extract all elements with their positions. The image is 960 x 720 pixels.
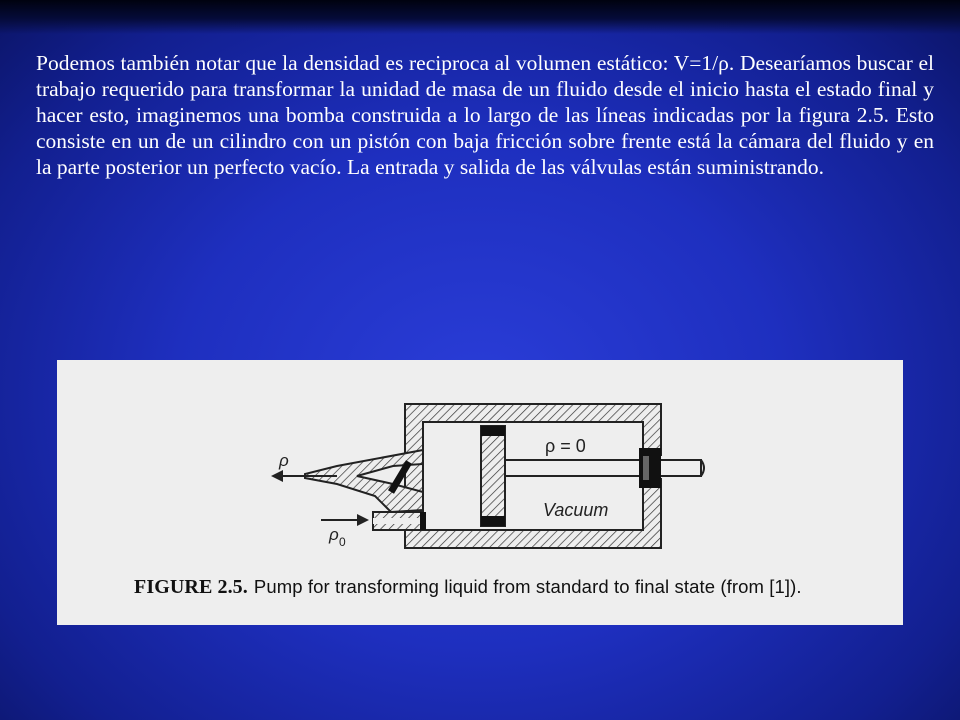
slide-top-band xyxy=(0,0,960,34)
inlet-channel xyxy=(373,518,425,524)
inlet-arrow-head xyxy=(357,514,369,526)
figure-caption xyxy=(134,576,802,599)
piston-rod xyxy=(505,460,701,476)
piston-seal-bottom xyxy=(481,516,505,526)
label-rho-in-subscript: 0 xyxy=(339,535,346,549)
rod-gland xyxy=(639,448,661,488)
label-rho-zero: ρ = 0 xyxy=(545,436,586,456)
slide-paragraph: Podemos también notar que la densidad es reciproca al volumen estático: V=1/ρ. Desearíamos buscar el trabajo requerido para transformar la unidad de masa de un fluido desde el inicio hasta el estado final y hacer esto, imaginemos una bomba construida a lo largo de las líneas indicadas por la figura 2.5. Esto consiste en un de un cilindro con un pistón con baja fricción sobre frente está la cámara del fluido y en la parte posterior un perfecto vacío. La entrada y salida de las válvulas están suministrando. xyxy=(36,51,934,179)
label-rho-out: ρ xyxy=(279,451,289,470)
pump-figure xyxy=(57,360,903,625)
piston-seal-top xyxy=(481,426,505,436)
piston xyxy=(481,426,505,526)
outlet-arrow-head xyxy=(271,470,283,482)
label-rho-in: ρ xyxy=(329,525,339,544)
figure-caption-label: FIGURE 2.5. xyxy=(134,576,248,598)
rod-gland-inner xyxy=(643,456,649,480)
figure-caption-text: Pump for transforming liquid from standard to final state (from [1]). xyxy=(253,576,802,597)
label-vacuum: Vacuum xyxy=(543,500,609,520)
